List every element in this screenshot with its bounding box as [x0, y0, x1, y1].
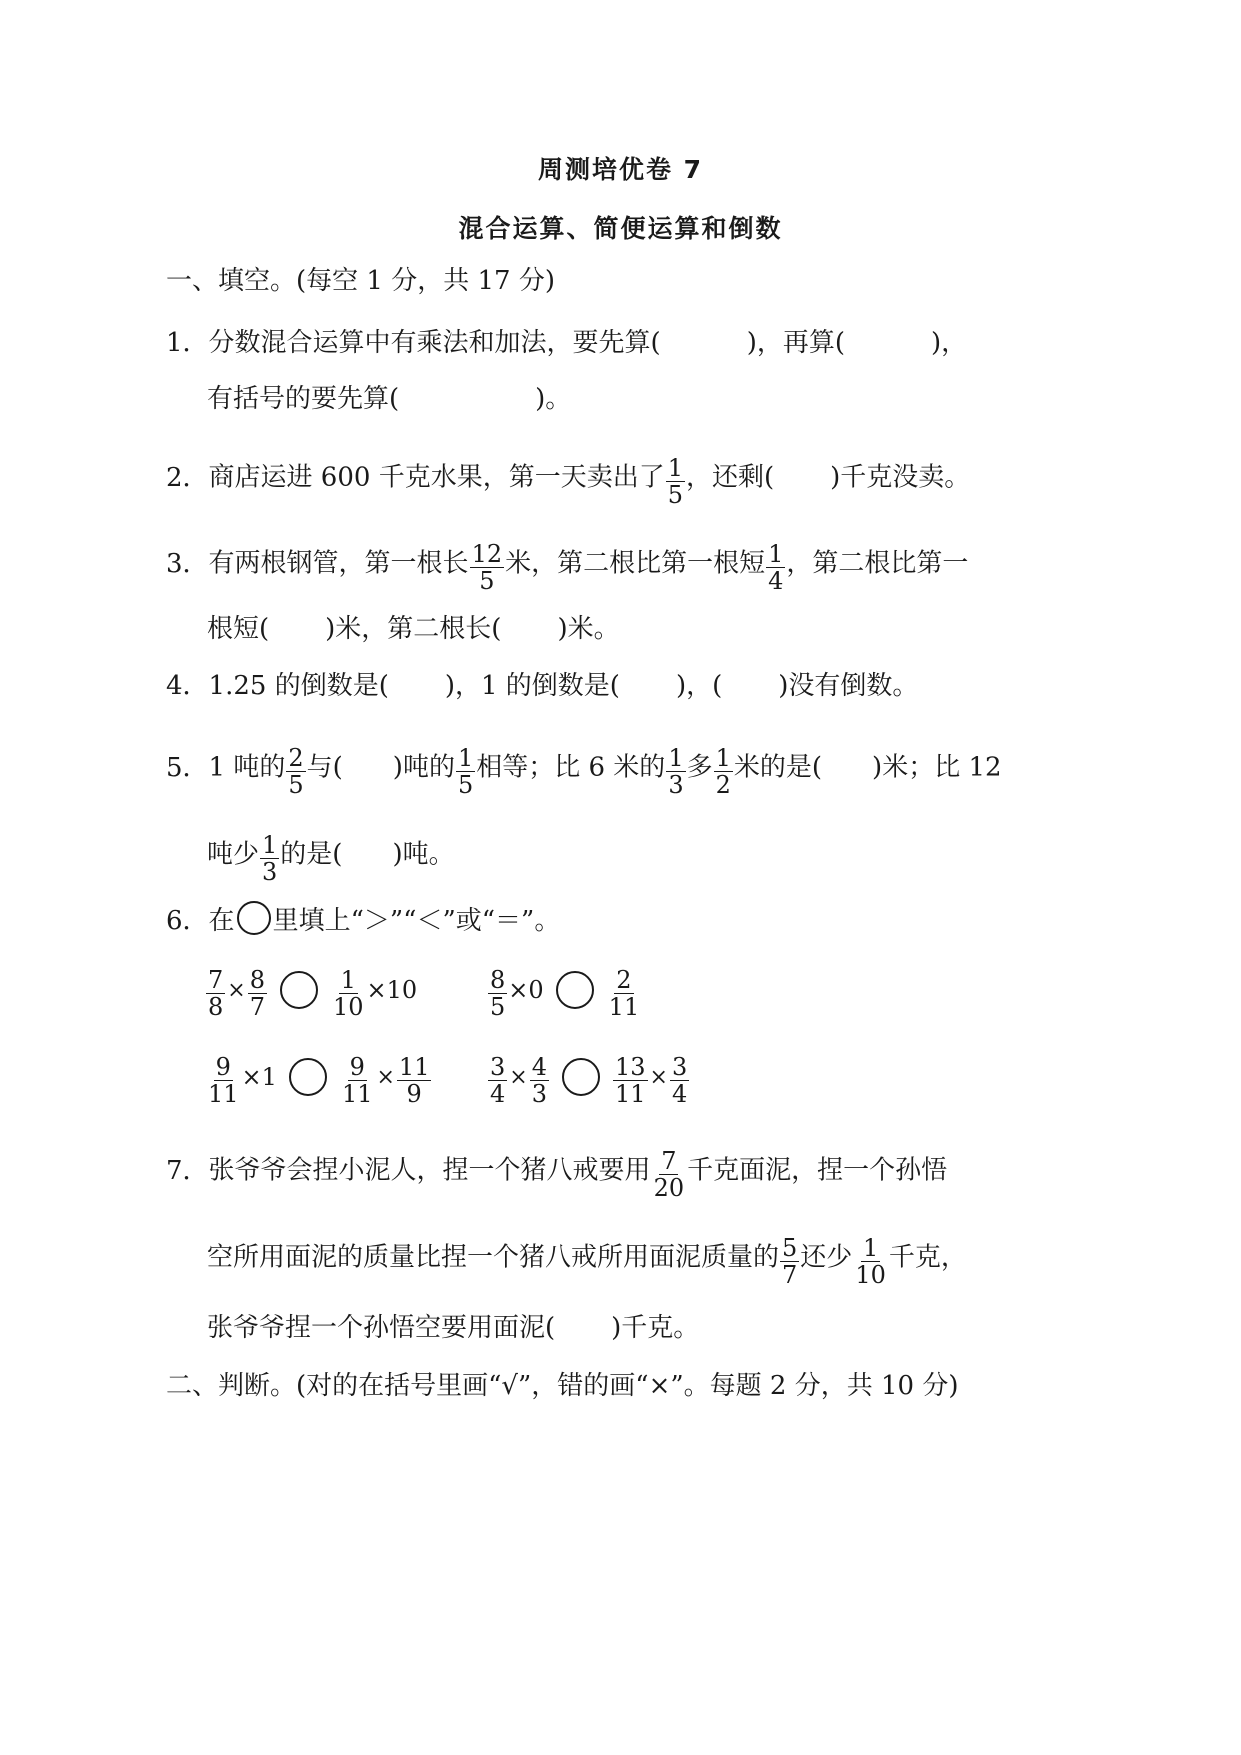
fraction-denominator: 11 [208, 1079, 239, 1108]
comparison-2 [487, 960, 642, 1020]
question-text: )。 [535, 384, 572, 414]
fraction [766, 541, 785, 594]
compare-circle[interactable] [289, 1058, 327, 1096]
fraction-denominator: 10 [855, 1261, 886, 1289]
question-text: 1 吨的 [208, 752, 286, 783]
comparison-3 [205, 1047, 432, 1107]
question-number: 3． [166, 548, 209, 579]
fraction [666, 455, 685, 508]
question-number: 1． [166, 328, 209, 358]
question-text: ，还剩( [685, 462, 775, 493]
question-text: 张爷爷会捏小泥人，捏一个猪八戒要用 [208, 1155, 651, 1186]
question-text: )千克没卖。 [830, 462, 971, 493]
question-4 [166, 668, 918, 704]
question-text: )，( [675, 671, 723, 701]
fraction-denominator: 7 [249, 992, 265, 1021]
operator: × [227, 977, 246, 1003]
question-1-line-2 [207, 381, 571, 417]
fraction-denominator: 5 [667, 481, 683, 509]
fraction [714, 745, 733, 798]
fraction-denominator: 10 [333, 992, 364, 1021]
question-text: 千克， [888, 1242, 967, 1273]
fraction-denominator: 5 [490, 992, 506, 1021]
operator: ×0 [508, 976, 544, 1004]
compare-circle[interactable] [280, 971, 318, 1009]
question-text: 还少 [800, 1242, 853, 1273]
question-text: 在 [208, 906, 235, 936]
question-number: 6． [166, 906, 209, 936]
question-5-line-1 [166, 742, 1002, 799]
fraction [470, 541, 505, 594]
operator: × [649, 1064, 668, 1090]
question-6 [166, 903, 560, 939]
question-text: )米，第二根长( [325, 614, 502, 644]
fraction-numerator: 3 [490, 1052, 506, 1081]
question-2 [166, 452, 971, 509]
fraction-denominator: 5 [479, 567, 495, 595]
question-text: 商店运进 600 千克水果，第一天卖出了 [208, 462, 665, 493]
fraction-denominator: 11 [608, 992, 640, 1021]
fraction-denominator: 9 [406, 1079, 422, 1108]
fraction-numerator: 1 [715, 744, 731, 772]
question-text: )，再算( [746, 328, 845, 358]
question-text: 里填上“＞”“＜”或“＝”。 [272, 906, 561, 936]
question-text: )米。 [557, 614, 620, 644]
operator: ×10 [366, 976, 418, 1004]
fraction-numerator: 8 [249, 965, 265, 994]
fraction-denominator: 11 [341, 1079, 373, 1108]
operator: × [509, 1064, 528, 1090]
question-7-line-3 [207, 1310, 699, 1346]
fraction-denominator: 3 [668, 771, 684, 799]
comparison-1 [205, 960, 417, 1020]
operator: × [376, 1064, 395, 1090]
fraction-numerator: 1 [340, 965, 356, 994]
fraction-numerator: 12 [471, 540, 503, 568]
fraction-numerator: 9 [215, 1052, 231, 1081]
question-text: )吨。 [392, 839, 455, 870]
fraction [670, 1054, 689, 1107]
question-number: 4． [166, 671, 209, 701]
fraction-denominator: 4 [490, 1079, 506, 1108]
question-7-line-1 [166, 1145, 948, 1202]
fraction [340, 1054, 375, 1107]
fraction [397, 1054, 432, 1107]
fraction [248, 967, 267, 1020]
question-text: 空所用面泥的质量比捏一个猪八戒所用面泥质量的 [207, 1242, 780, 1273]
fraction-denominator: 7 [782, 1261, 798, 1289]
fraction-denominator: 2 [715, 771, 731, 799]
fraction [260, 832, 279, 885]
fraction-numerator: 1 [457, 744, 474, 772]
question-text: 相等；比 6 米的 [476, 752, 666, 783]
fraction [613, 1054, 648, 1107]
fraction-numerator: 2 [288, 744, 304, 772]
question-text: 多 [686, 752, 713, 783]
fraction-numerator: 5 [782, 1234, 798, 1262]
question-text: 分数混合运算中有乘法和加法，要先算( [208, 328, 661, 358]
question-number: 7． [166, 1155, 209, 1186]
fraction-denominator: 8 [208, 992, 224, 1021]
question-text: ，第二根比第一 [786, 548, 969, 579]
fraction-numerator: 3 [671, 1052, 688, 1081]
question-text: )， [931, 328, 968, 358]
operator: ×1 [241, 1063, 277, 1091]
fraction-denominator: 3 [262, 858, 278, 886]
question-text: )千克。 [611, 1313, 700, 1343]
fraction [286, 745, 305, 798]
fraction [780, 1235, 799, 1288]
question-text: 有括号的要先算( [207, 384, 400, 414]
fraction [488, 1054, 507, 1107]
fraction-denominator: 20 [653, 1174, 685, 1202]
compare-circle[interactable] [556, 971, 594, 1009]
fraction [206, 1054, 241, 1107]
question-text: 米，第二根比第一根短 [505, 548, 766, 579]
fraction-numerator: 1 [862, 1234, 879, 1262]
fraction-numerator: 1 [262, 831, 278, 859]
fraction-numerator: 11 [398, 1052, 430, 1081]
compare-circle[interactable] [562, 1058, 600, 1096]
section-2-heading: 二、判断。(对的在括号里画“√”，错的画“×”。每题 2 分，共 10 分) [166, 1371, 959, 1401]
question-number: 5． [166, 752, 209, 783]
fraction-denominator: 5 [288, 771, 304, 799]
fraction [331, 967, 366, 1020]
fraction-numerator: 8 [490, 965, 506, 994]
fraction-denominator: 11 [615, 1079, 646, 1108]
fraction-numerator: 1 [667, 454, 683, 482]
fraction-numerator: 2 [616, 965, 632, 994]
fraction-numerator: 1 [668, 744, 684, 772]
question-1-line-1 [166, 325, 967, 361]
circle-icon [237, 901, 271, 935]
question-text: 1.25 的倒数是( [208, 671, 389, 701]
fraction [853, 1235, 888, 1288]
fraction [530, 1054, 549, 1107]
question-text: )，1 的倒数是( [444, 671, 620, 701]
question-text: 米的是( [733, 752, 823, 783]
question-text: 与( [306, 752, 343, 783]
page-subtitle: 混合运算、简便运算和倒数 [458, 214, 783, 243]
fraction-numerator: 9 [349, 1052, 365, 1081]
question-text: )米；比 12 [872, 752, 1002, 783]
question-number: 2． [166, 462, 209, 493]
question-text: 吨少 [207, 839, 260, 870]
section-1-heading: 一、填空。(每空 1 分，共 17 分) [166, 266, 555, 296]
fraction-numerator: 1 [768, 540, 784, 568]
fraction [652, 1148, 687, 1201]
fraction [666, 745, 685, 798]
question-text: 有两根钢管，第一根长 [208, 548, 469, 579]
question-3-line-2 [207, 611, 620, 647]
page-title: 周测培优卷 7 [537, 155, 704, 184]
comparison-4 [487, 1047, 690, 1107]
fraction-numerator: 7 [208, 965, 224, 994]
question-5-line-2 [207, 829, 455, 886]
fraction-numerator: 13 [615, 1052, 646, 1081]
fraction-numerator: 7 [661, 1147, 677, 1175]
question-text: )没有倒数。 [778, 671, 919, 701]
question-text: 根短( [207, 614, 270, 644]
question-text: 的是( [280, 839, 343, 870]
fraction-numerator: 4 [531, 1052, 547, 1081]
question-7-line-2 [207, 1232, 967, 1289]
fraction [206, 967, 225, 1020]
fraction-denominator: 4 [768, 567, 784, 595]
question-text: )吨的 [392, 752, 455, 783]
fraction-denominator: 3 [531, 1079, 547, 1108]
fraction [488, 967, 507, 1020]
fraction [456, 745, 475, 798]
fraction-denominator: 5 [457, 771, 474, 799]
question-text: 千克面泥，捏一个孙悟 [687, 1155, 948, 1186]
question-text: 张爷爷捏一个孙悟空要用面泥( [207, 1313, 556, 1343]
question-3-line-1 [166, 538, 969, 595]
fraction [607, 967, 642, 1020]
fraction-denominator: 4 [671, 1079, 688, 1108]
